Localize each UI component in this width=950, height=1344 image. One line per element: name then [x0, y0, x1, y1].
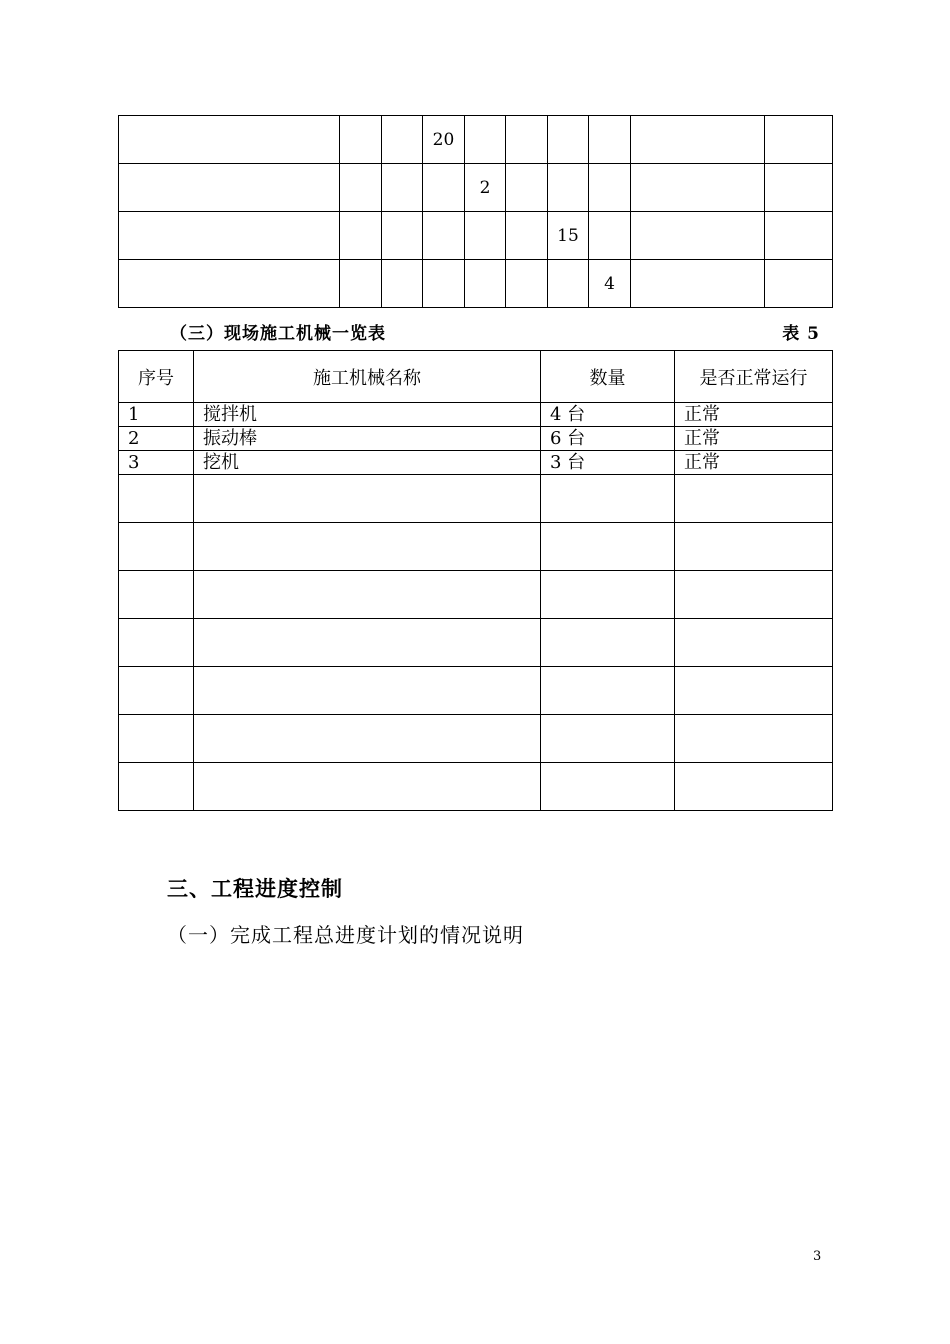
table-row: [119, 260, 833, 308]
table-row-empty: [119, 475, 833, 523]
table-cell: [465, 116, 506, 164]
table-cell: [506, 260, 548, 308]
table-row: [119, 451, 833, 475]
table-cell: 3 台: [541, 451, 675, 475]
table-cell: [119, 475, 194, 523]
table-cell: [340, 260, 382, 308]
subsection-heading: （一）完成工程总进度计划的情况说明: [167, 923, 524, 947]
table-cell: [119, 212, 340, 260]
table-cell: [506, 212, 548, 260]
table-row-empty: [119, 619, 833, 667]
table-row: [119, 427, 833, 451]
table-cell: [423, 164, 465, 212]
page-number: 3: [813, 1249, 822, 1264]
table-row-empty: [119, 571, 833, 619]
table-cell: [194, 475, 541, 523]
table-cell: [675, 619, 833, 667]
table-cell: [119, 763, 194, 811]
table-cell: [382, 212, 423, 260]
table-number: 表 5: [782, 324, 820, 344]
table-cell: [589, 164, 631, 212]
machinery-table: [118, 350, 833, 811]
table-cell: [541, 475, 675, 523]
table-cell: [119, 667, 194, 715]
table-cell: [506, 164, 548, 212]
table-cell: [631, 212, 765, 260]
header-cell-index: 序号: [119, 351, 194, 403]
header-cell-status: 是否正常运行: [675, 351, 833, 403]
table-cell: [119, 571, 194, 619]
table-row-empty: [119, 667, 833, 715]
table-cell: [675, 475, 833, 523]
table-cell: [465, 260, 506, 308]
table-cell: [675, 763, 833, 811]
table-cell: 1: [119, 403, 194, 427]
table-cell: [548, 116, 589, 164]
table-row: [119, 164, 833, 212]
table-cell: [541, 619, 675, 667]
table-cell: [119, 260, 340, 308]
table-cell: [340, 164, 382, 212]
table-cell: [382, 164, 423, 212]
table-cell: 4: [589, 260, 631, 308]
table-row-empty: [119, 523, 833, 571]
table-cell: [194, 715, 541, 763]
table-cell: [765, 164, 833, 212]
table-cell: [194, 763, 541, 811]
table-row: [119, 116, 833, 164]
table-cell: 6 台: [541, 427, 675, 451]
table-cell: [340, 116, 382, 164]
table-cell: 振动棒: [194, 427, 541, 451]
table-cell: [119, 116, 340, 164]
table-cell: [548, 260, 589, 308]
table-cell: [765, 116, 833, 164]
header-cell-name: 施工机械名称: [194, 351, 541, 403]
table-cell: 3: [119, 451, 194, 475]
table-cell: [541, 571, 675, 619]
table-cell: [589, 116, 631, 164]
table-cell: [675, 715, 833, 763]
table-cell: 20: [423, 116, 465, 164]
table-cell: [765, 212, 833, 260]
table-cell: 挖机: [194, 451, 541, 475]
table-cell: [194, 523, 541, 571]
table-cell: [631, 260, 765, 308]
table-cell: 正常: [675, 451, 833, 475]
table-row: [119, 212, 833, 260]
table-cell: [506, 116, 548, 164]
table-header-row: [119, 351, 833, 403]
table-cell: 4 台: [541, 403, 675, 427]
table-cell: 2: [119, 427, 194, 451]
table-cell: [631, 116, 765, 164]
header-cell-quantity: 数量: [541, 351, 675, 403]
table-row-empty: [119, 715, 833, 763]
table-cell: [340, 212, 382, 260]
table-cell: [589, 212, 631, 260]
table-cell: [423, 260, 465, 308]
table-cell: [765, 260, 833, 308]
table-cell: [675, 667, 833, 715]
table-cell: [675, 571, 833, 619]
table-row: [119, 403, 833, 427]
table-cell: [382, 260, 423, 308]
table-cell: [423, 212, 465, 260]
table-cell: 2: [465, 164, 506, 212]
table-cell: [631, 164, 765, 212]
table-cell: [194, 667, 541, 715]
table-title: （三）现场施工机械一览表: [170, 324, 386, 344]
table-cell: [675, 523, 833, 571]
section-heading: 三、工程进度控制: [167, 877, 343, 901]
table-cell: [541, 715, 675, 763]
schedule-table: [118, 115, 833, 308]
table-cell: [119, 164, 340, 212]
table-cell: [541, 763, 675, 811]
table-cell: [465, 212, 506, 260]
table-cell: [382, 116, 423, 164]
table-row-empty: [119, 763, 833, 811]
table-cell: [119, 523, 194, 571]
table-cell: [541, 523, 675, 571]
table-cell: [548, 164, 589, 212]
table-cell: 搅拌机: [194, 403, 541, 427]
table-cell: [541, 667, 675, 715]
table-cell: 15: [548, 212, 589, 260]
table-cell: 正常: [675, 427, 833, 451]
table-cell: [194, 571, 541, 619]
table-cell: [119, 619, 194, 667]
table-cell: 正常: [675, 403, 833, 427]
table-cell: [119, 715, 194, 763]
table-cell: [194, 619, 541, 667]
